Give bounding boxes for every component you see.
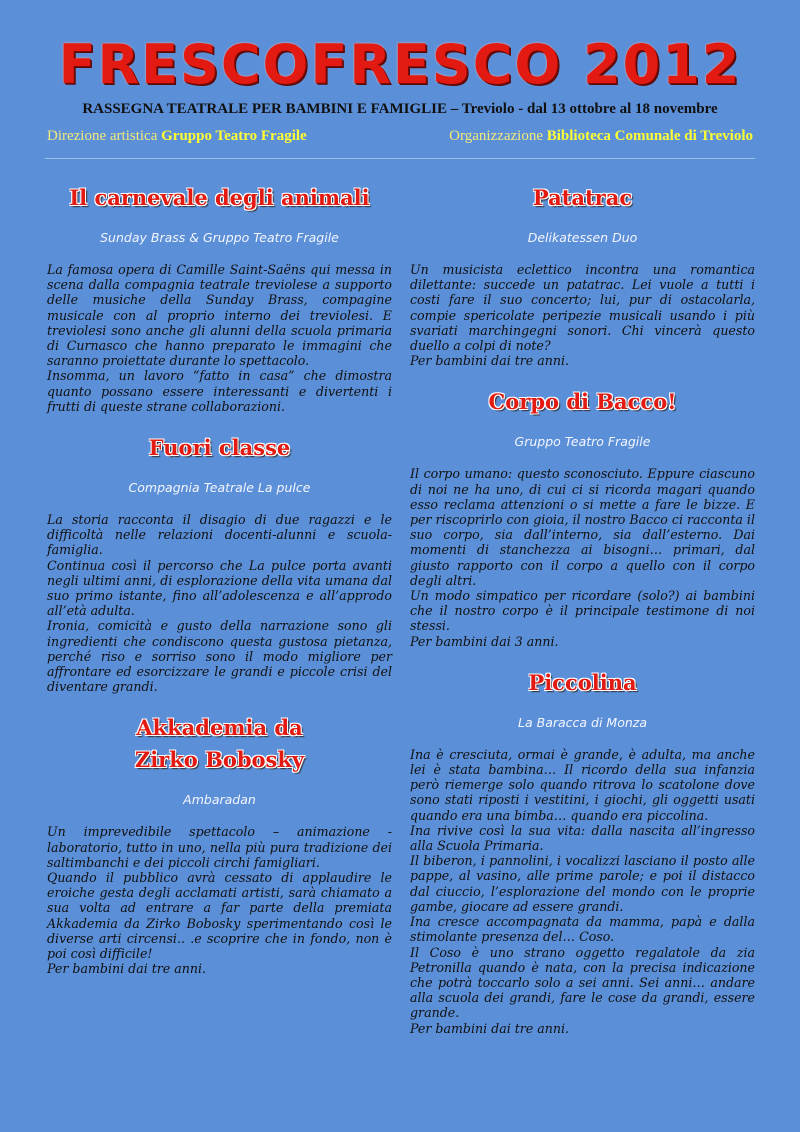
show-description: Un musicista eclettico incontra una romantica dilettante: succede un patatrac. Lei vuole a tutti i costi fare il suo concerto; lui, pur di ostacolarla, compie spericolate peripezie musicali usando i più svariati marchingegni sonori. Chi vincerà questo duello a colpi di note? Per bambini dai tre anni.	[410, 262, 755, 369]
show-block	[410, 386, 755, 648]
show-company: Delikatessen Duo	[527, 230, 638, 245]
show-company: Gruppo Teatro Fragile	[514, 434, 651, 450]
show-block	[47, 182, 392, 414]
left-column	[47, 182, 392, 995]
show-title: Patatrac	[532, 185, 633, 210]
show-company: Ambaradan	[183, 792, 256, 808]
direction-value: Gruppo Teatro Fragile	[161, 128, 307, 144]
show-block	[410, 667, 755, 1036]
show-company: La Baracca di Monza	[518, 714, 647, 730]
show-description: Un imprevedibile spettacolo – animazione - laboratorio, tutto in uno, nella più pura tradizione dei saltimbanchi e dei piccoli circhi famigliari. Quando il pubblico avrà cessato di applaudire le eroiche gesta degli acclamati artisti, sarà chiamato a sua volta ad entrare a far parte della premiata Akkademia da Zirko Bobosky sperimentando così le diverse arti circensi.. .e scoprire che in fondo, non è poi così difficile! Per bambini dai tre anni.	[47, 824, 392, 977]
show-company: Sunday Brass & Gruppo Teatro Fragile	[100, 230, 339, 245]
show-description: Ina è cresciuta, ormai è grande, è adulta, ma anche lei è stata bambina… Il ricordo della sua infanzia però riemerge solo quando ritrova lo scatolone dove sono stati riposti i vestitini, i giochi, gli oggetti usati quando era una bimba… quando era piccolina. Ina rivive così la sua vita: dalla nascita all’ingresso alla Scuola Primaria. Il biberon, i pannolini, i vocalizzi lasciano il posto alle pappe, al vasino, alle prime parole; e poi il distacco dal ciuccio, l’esplorazione del mondo con le proprie gambe, giocare ad essere grandi. Ina cresce accompagnata da mamma, papà e dalla stimolante presenza del… Coso. Il Coso è uno strano oggetto regalatole da zia Petronilla quando è nata, con la precisa indicazione che potrà toccarlo solo a sei anni. Sei anni… andare alla scuola dei grandi, fare le cose da grandi, essere grande. Per bambini dai tre anni.	[410, 746, 755, 1036]
organization	[449, 128, 753, 145]
direction-label: Direzione artistica	[47, 128, 158, 144]
page-title: FRESCOFRESCO 2012	[58, 33, 742, 96]
show-title: Fuori classe	[148, 435, 291, 461]
show-description: La storia racconta il disagio di due ragazzi e le difficoltà nelle relazioni docenti-alunni e scuola-famiglia. Continua così il percorso che La pulce porta avanti negli ultimi anni, di esplorazione della vita umana dal suo primo istante, fino all’adolescenza e all’approdo all’età adulta. Ironia, comicità e gusto della narrazione sono gli ingredienti che condiscono questa gustosa pietanza, perché riso e sorriso sono il modo migliore per affrontare ed esorcizzare le grandi e piccole crisi del diventare grandi.	[47, 512, 392, 695]
show-title: Corpo di Bacco!	[488, 389, 677, 415]
show-description: La famosa opera di Camille Saint-Saëns qui messa in scena dalla compagnia teatrale treviolese a supporto delle musiche della Sunday Brass, compagine musicale con al proprio interno dei treviolesi. E treviolesi sono anche gli alunni della scuola primaria di Curnasco che hanno preparato le immagini che saranno proiettate durante lo spettacolo. Insomma, un lavoro “fatto in casa” che dimostra quanto possano essere interessanti e divertenti i frutti di queste strane collaborazioni.	[47, 262, 392, 414]
organization-value: Biblioteca Comunale di Treviolo	[546, 128, 753, 144]
header-divider	[45, 158, 755, 159]
artistic-direction	[47, 128, 307, 145]
show-title: Akkademia da Zirko Bobosky	[134, 715, 305, 773]
show-block	[47, 712, 392, 976]
show-block	[410, 182, 755, 368]
show-title: Il carnevale degli animali	[69, 185, 370, 210]
show-title: Piccolina	[528, 669, 637, 695]
event-subtitle: RASSEGNA TEATRALE PER BAMBINI E FAMIGLIE – Treviolo - dal 13 ottobre al 18 novembre	[82, 101, 718, 117]
show-block	[47, 432, 392, 694]
organization-label: Organizzazione	[449, 128, 543, 144]
show-description: Il corpo umano: questo sconosciuto. Eppure ciascuno di noi ne ha uno, di cui ci si ricorda magari quando esso reclama attenzioni o si mette a fare le bizze. E per riscoprirlo con gioia, il nostro Bacco ci racconta il suo corpo, sia dall’interno, sia dall’esterno. Dai momenti di stanchezza ai bisogni… primari, dal giusto rapporto con il corpo a quello con il corpo degli altri. Un modo simpatico per ricordare (solo?) ai bambini che il nostro corpo è il principale testimone di noi stessi. Per bambini dai 3 anni.	[410, 466, 755, 649]
right-column	[410, 182, 755, 1054]
show-company: Compagnia Teatrale La pulce	[128, 480, 311, 496]
